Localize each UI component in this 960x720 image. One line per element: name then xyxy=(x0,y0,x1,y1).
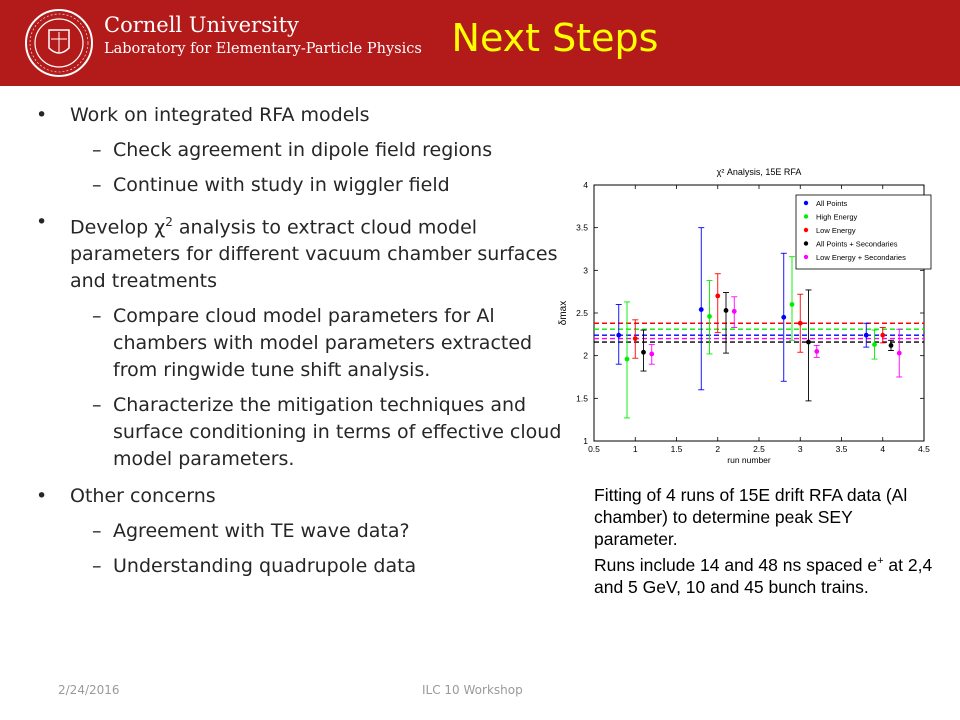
data-point xyxy=(880,333,885,338)
bullet-text: Other concerns xyxy=(70,485,216,508)
caption-line xyxy=(594,550,939,598)
data-point xyxy=(790,302,795,307)
bullet-list xyxy=(30,92,570,580)
caption-superscript: + xyxy=(877,555,884,567)
y-tick-label: 2 xyxy=(583,350,588,361)
legend-label: High Energy xyxy=(816,212,858,222)
x-tick-label: 3 xyxy=(797,444,803,454)
data-point xyxy=(649,352,654,357)
sub-bullet-text: Characterize the mitigation techniques and surface conditioning in terms of effective cloud model parameters. xyxy=(113,394,562,471)
sub-bullet-text: Agreement with TE wave data? xyxy=(113,520,410,543)
university-name: Cornell University xyxy=(104,13,299,37)
bullet-item xyxy=(30,102,570,129)
chi-squared-chart xyxy=(548,157,948,475)
x-tick-label: 2 xyxy=(715,444,721,454)
legend-label: All Points xyxy=(816,199,848,208)
data-point xyxy=(806,340,811,345)
x-tick-label: 1.5 xyxy=(670,444,683,454)
sub-bullet-item xyxy=(30,300,570,384)
x-tick-label: 4.5 xyxy=(918,444,930,454)
legend-marker xyxy=(804,214,808,218)
caption-text-continued: at 2,4 and 5 GeV, 10 and 45 bunch trains. xyxy=(594,554,933,597)
legend-label: Low Energy + Secondaries xyxy=(816,253,906,262)
y-tick-label: 1.5 xyxy=(576,393,588,404)
cornell-seal-logo xyxy=(24,8,94,78)
data-point xyxy=(641,350,646,355)
header-bar xyxy=(0,0,960,86)
bullet-item xyxy=(30,209,570,295)
footer-date: 2/24/2016 xyxy=(58,683,120,697)
data-point xyxy=(781,315,786,320)
bullet-text: Develop χ xyxy=(70,216,166,239)
data-point xyxy=(872,342,877,347)
chart-title: χ² Analysis, 15E RFA xyxy=(716,167,802,177)
x-tick-label: 1 xyxy=(632,444,638,454)
legend-label: Low Energy xyxy=(816,226,856,235)
legend-marker xyxy=(804,228,808,232)
legend-marker xyxy=(804,201,808,205)
y-tick-label: 4 xyxy=(583,180,588,190)
x-axis-label: run number xyxy=(727,455,771,465)
data-point xyxy=(724,308,729,313)
data-point xyxy=(715,294,720,299)
data-point xyxy=(864,333,869,338)
data-point xyxy=(625,357,630,362)
data-point xyxy=(699,307,704,312)
slide-title: Next Steps xyxy=(451,16,659,60)
y-tick-label: 3.5 xyxy=(576,222,588,233)
x-tick-label: 3.5 xyxy=(835,444,848,454)
y-axis-label: δmax xyxy=(558,300,569,326)
data-point xyxy=(707,314,712,319)
data-point xyxy=(814,349,819,354)
legend-marker xyxy=(804,255,808,259)
x-tick-label: 2.5 xyxy=(753,444,765,454)
lab-name: Laboratory for Elementary-Particle Physics xyxy=(104,41,422,57)
sub-bullet-text: Continue with study in wiggler field xyxy=(113,174,450,196)
sub-bullet-item xyxy=(30,518,570,545)
legend-marker xyxy=(804,241,808,245)
y-tick-label: 2.5 xyxy=(576,308,588,318)
x-tick-label: 0.5 xyxy=(588,444,600,454)
sub-bullet-text: Check agreement in dipole field regions xyxy=(113,139,493,161)
sub-bullet-text: Understanding quadrupole data xyxy=(113,555,417,578)
data-point xyxy=(616,333,621,338)
bullet-superscript: 2 xyxy=(165,215,173,229)
footer-event: ILC 10 Workshop xyxy=(422,683,523,697)
data-point xyxy=(732,309,737,314)
data-point xyxy=(798,321,803,326)
y-tick-label: 3 xyxy=(583,265,588,276)
data-point xyxy=(633,336,638,341)
sub-bullet-text: Compare cloud model parameters for Al chambers with model parameters extracted from ringwide tune shift analysis. xyxy=(113,305,533,382)
sub-bullet-item xyxy=(30,137,570,164)
y-tick-label: 1 xyxy=(583,436,588,446)
caption-text: Runs include 14 and 48 ns spaced e xyxy=(594,554,878,575)
legend-label: All Points + Secondaries xyxy=(816,239,898,249)
caption-line: Fitting of 4 runs of 15E drift RFA data (Al chamber) to determine peak SEY parameter. xyxy=(594,485,908,549)
bullet-text: Work on integrated RFA models xyxy=(70,104,370,126)
chart-caption xyxy=(594,484,939,598)
bullet-item xyxy=(30,483,570,510)
sub-bullet-item xyxy=(30,392,570,473)
x-tick-label: 4 xyxy=(880,444,886,454)
sub-bullet-item xyxy=(30,553,570,580)
data-point xyxy=(897,351,902,356)
sub-bullet-item xyxy=(30,172,570,199)
bullet-text-continued: analysis to extract cloud model parameters for different vacuum chamber surfaces and treatments xyxy=(70,216,558,293)
data-point xyxy=(889,343,894,348)
